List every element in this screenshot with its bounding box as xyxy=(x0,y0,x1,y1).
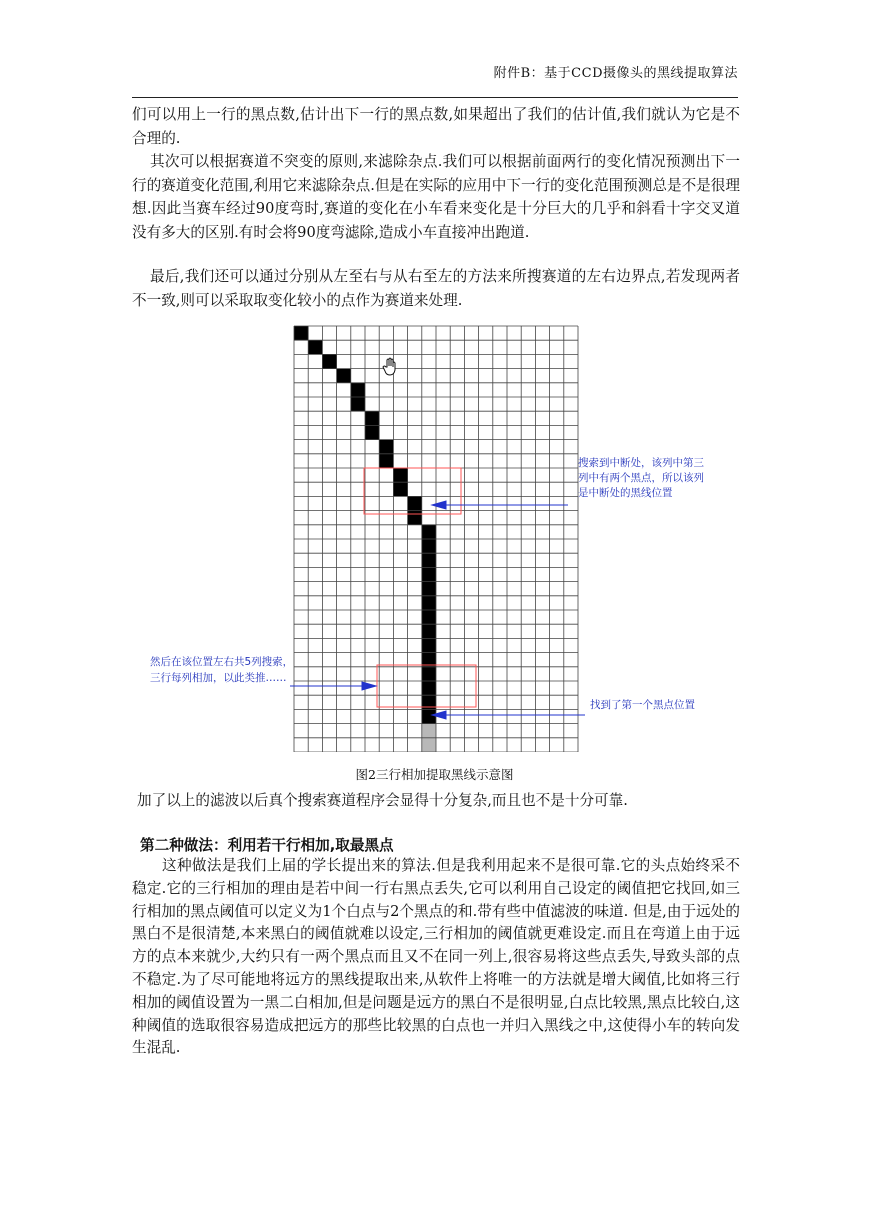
annotation-left xyxy=(150,655,293,684)
annotation-right-top-line-2: 列中有两个黑点，所以该列 xyxy=(578,472,704,484)
paragraph-5: 这种做法是我们上届的学长提出来的算法.但是我利用起来不是很可靠.它的头点始终采不稳定.它的三行相加的理由是若中间一行右黑点丢失,它可以利用自己设定的阈值把它找回,如三行相加的黑点阈值可以定义为1个白点与2个黑点的和.带有些中值滤波的味道. 但是,由于远处的黑白不是很清楚,本来黑白的阈值就难以设定,三行相加的阈值就更难设定.而且在弯道上由于远方的点本来就少,大约只有一两个黑点而且又不在同一列上,很容易将这些点丢失,导致头部的点不稳定.为了尽可能地将远方的黑线提取出来,从软件上将唯一的方法就是增大阈值,比如将三行相加的阈值设置为一黑二白相加,但是问题是远方的黑白不是很明显,白点比较黑,黑点比较白,这种阈值的选取很容易造成把远方的那些比较黑的白点也一并归入黑线之中,这使得小车的转向发生混乱. xyxy=(132,857,740,1057)
black-pixel-cell xyxy=(393,468,407,482)
annotation-right-top xyxy=(578,456,704,499)
black-pixel-cell xyxy=(337,369,351,383)
black-pixel-cell xyxy=(351,397,365,411)
annotation-left-line-2: 三行每列相加，以此类推…… xyxy=(150,672,287,684)
black-pixel-cell xyxy=(408,511,422,525)
black-pixel-cell xyxy=(379,440,393,454)
black-pixel-cell xyxy=(422,525,436,539)
pixel-grid xyxy=(294,326,578,752)
figure-caption: 图2三行相加提取黑线示意图 xyxy=(355,767,514,782)
black-pixel-cell xyxy=(422,539,436,553)
gray-pixel-cell xyxy=(422,738,436,752)
header-rule xyxy=(132,97,738,98)
black-pixel-cell xyxy=(422,582,436,596)
black-pixel-cell xyxy=(365,425,379,439)
paragraph-2: 其次可以根据赛道不突变的原则,来滤除杂点.我们可以根据前面两行的变化情况预测出下一行的赛道变化范围,利用它来滤除杂点.但是在实际的应用中下一行的变化范围预测总是不是很理想.因此当赛车经过90度弯时,赛道的变化在小车看来变化是十分巨大的几乎和斜看十字交叉道没有多大的区别.有时会将90度弯滤除,造成小车直接冲出跑道. xyxy=(132,153,740,241)
arrow-head-upper xyxy=(432,501,446,509)
black-pixel-cell xyxy=(422,638,436,652)
black-pixel-cell xyxy=(422,610,436,624)
black-pixel-cell xyxy=(422,709,436,723)
annotation-right-top-line-3: 是中断处的黑线位置 xyxy=(578,487,673,499)
black-pixel-cell xyxy=(422,624,436,638)
black-pixel-cell xyxy=(322,354,336,368)
annotation-right-top-line-1: 搜索到中断处，该列中第三 xyxy=(578,457,704,469)
section-heading: 第二种做法：利用若干行相加,取最黑点 xyxy=(140,837,394,854)
paragraph-1: 们可以用上一行的黑点数,估计出下一行的黑点数,如果超出了我们的估计值,我们就认为它是不合理的. xyxy=(132,106,740,147)
black-pixel-cell xyxy=(422,553,436,567)
black-pixel-cell xyxy=(422,681,436,695)
page-header: 附件B：基于CCD摄像头的黑线提取算法 xyxy=(493,66,738,81)
black-pixel-cell xyxy=(351,383,365,397)
black-pixel-cell xyxy=(422,567,436,581)
gray-pixel-cell xyxy=(422,724,436,738)
black-pixel-cell xyxy=(422,667,436,681)
annotation-left-line-1: 然后在该位置左右共5列搜索， xyxy=(150,656,294,668)
black-pixel-cell xyxy=(422,596,436,610)
annotation-right-bottom: 找到了第一个黑点位置 xyxy=(590,699,695,711)
black-pixel-cell xyxy=(365,411,379,425)
arrow-head-left xyxy=(362,682,376,690)
black-pixel-cell xyxy=(379,454,393,468)
paragraph-3: 最后,我们还可以通过分别从左至右与从右至左的方法来所搜赛道的左右边界点,若发现两者不一致,则可以采取取变化较小的点作为赛道来处理. xyxy=(132,268,740,309)
three-row-sum-figure xyxy=(140,322,750,752)
black-pixel-cell xyxy=(308,340,322,354)
black-pixel-cell xyxy=(408,496,422,510)
paragraph-4: 加了以上的滤波以后真个搜索赛道程序会显得十分复杂,而且也不是十分可靠. xyxy=(137,792,628,809)
hand-cursor-icon xyxy=(383,358,395,375)
black-pixel-cell xyxy=(393,482,407,496)
black-pixel-cell xyxy=(294,326,308,340)
